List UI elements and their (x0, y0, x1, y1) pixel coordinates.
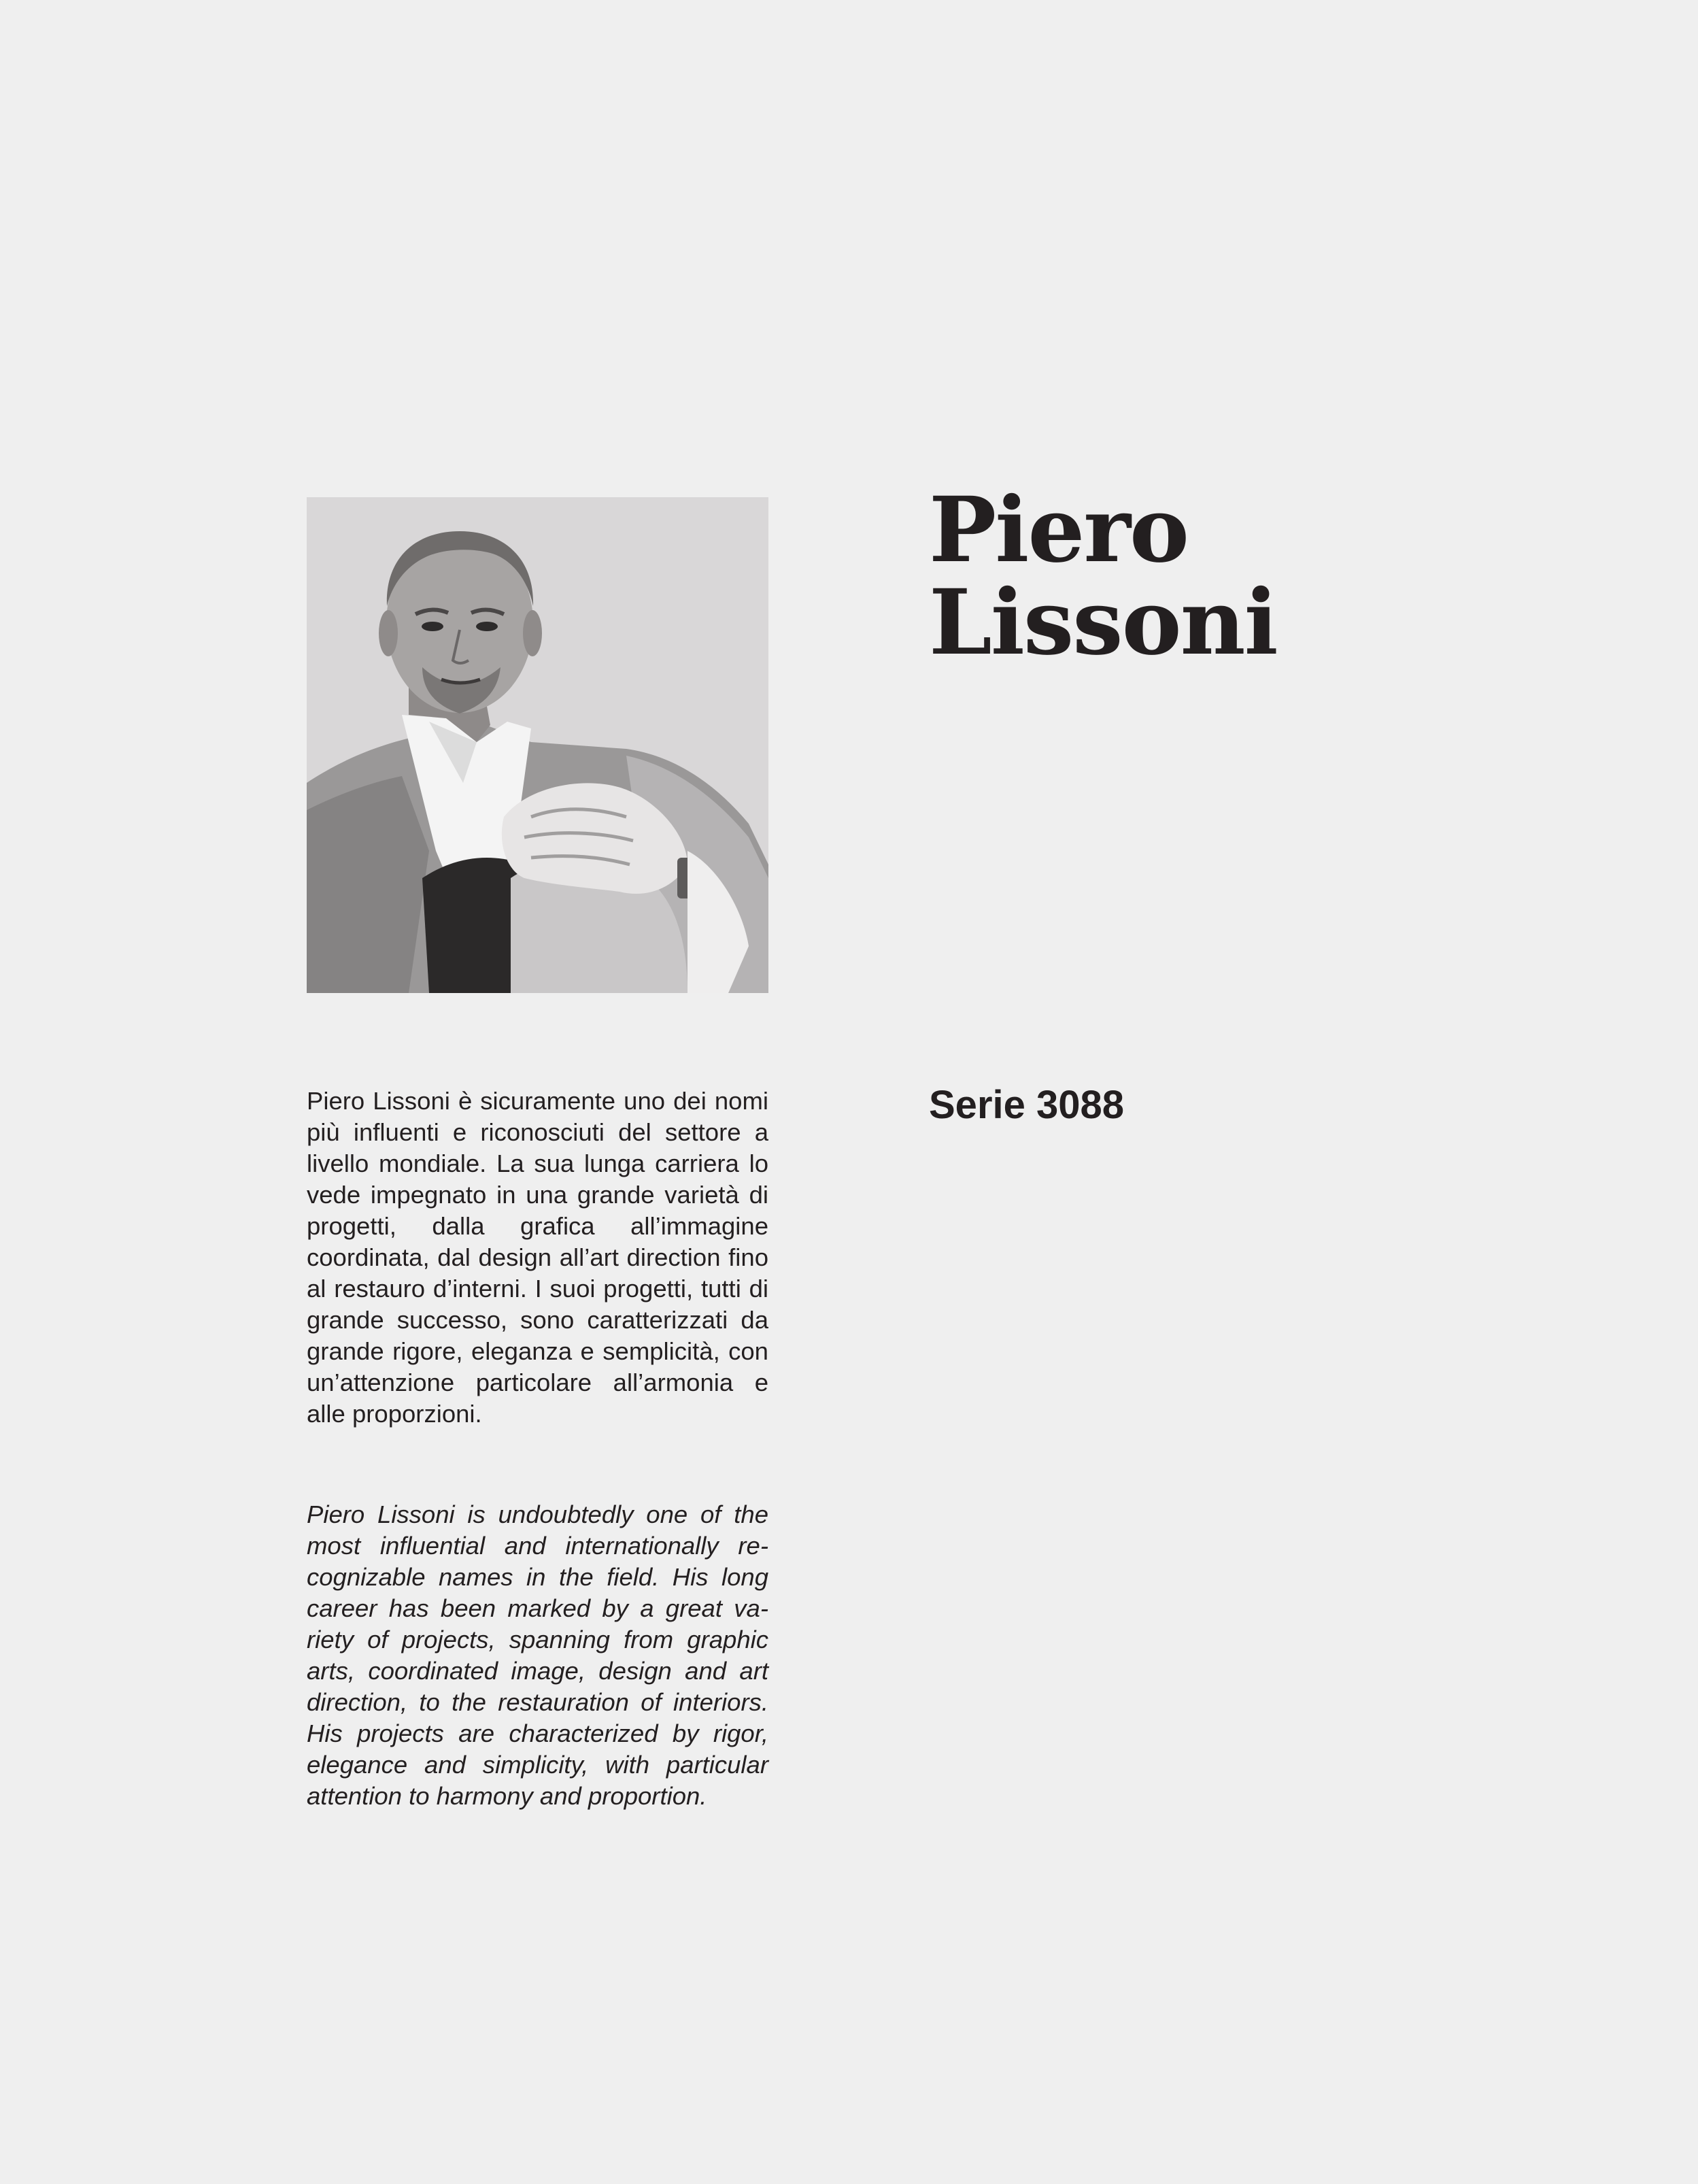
designer-name-line2: Lissoni (929, 570, 1277, 675)
bio-english: Piero Lissoni is undoubtedly one of the most influential and internationally recognizable names in the field. His long career has been marked by a great variety of projects, spanning from graphic arts, coordinated image, design and art direction, to the restauration of interiors. His projects are characterized by rigor, elegance and simplicity, with particular attention to harmony and proportion. (307, 1500, 768, 1810)
designer-name (929, 477, 1277, 675)
designer-name-line1: Piero (929, 477, 1188, 583)
series-title: Serie 3088 (929, 1083, 1125, 1127)
bio-italian: Piero Lissoni è sicuramente uno dei nomi più influenti e riconosciuti del settore a livello mondiale. La sua lunga carriera lo vede impegnato in una grande varietà di progetti, dalla grafica all’immagine coordinata, dal design all’art direction fino al restauro d’interni. I suoi progetti, tutti di grande successo, sono caratterizzati da grande rigore, eleganza e semplicità, con un’attenzione particolare all’armonia e alle proporzioni. (307, 1087, 768, 1428)
designer-portrait (307, 497, 768, 993)
